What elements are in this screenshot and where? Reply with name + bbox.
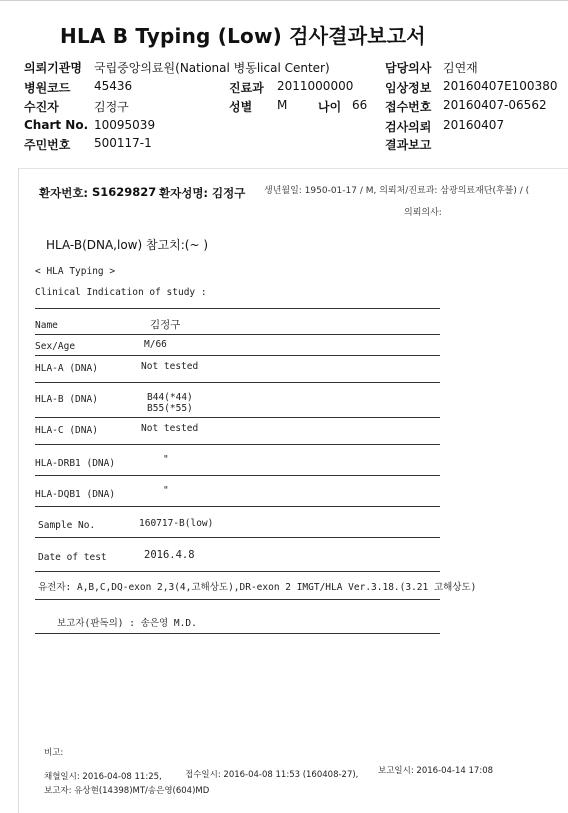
- divider: [35, 382, 440, 383]
- test-request-value: 20160407: [443, 118, 505, 132]
- row-value: ": [163, 454, 169, 465]
- row-label: Date of test: [38, 552, 107, 563]
- divider: [35, 355, 440, 356]
- divider: [35, 308, 440, 309]
- report-title: HLA B Typing (Low) 검사결과보고서: [60, 24, 426, 48]
- receipt-no-label: 접수번호: [385, 100, 432, 114]
- report-time: 보고일시: 2016-04-14 17:08: [378, 766, 494, 776]
- divider: [35, 599, 440, 600]
- hospital-name-value: 국립중앙의료원(National 병동lical Center): [94, 61, 330, 75]
- row-label: Name: [35, 320, 58, 331]
- divider: [35, 537, 440, 538]
- row-value: ": [163, 485, 169, 496]
- row-value: Not tested: [141, 361, 199, 372]
- sex-label: 성별: [229, 100, 253, 114]
- doctor-label: 담당의사: [385, 61, 432, 75]
- divider: [35, 475, 440, 476]
- row-value-2: B55(*55): [147, 403, 193, 414]
- divider: [35, 334, 440, 335]
- divider: [35, 571, 440, 572]
- row-label: HLA-A (DNA): [35, 363, 98, 374]
- birth-line: 생년월일: 1950-01-17 / M, 의뢰처/진료과: 삼광의료재단(후불) / (: [264, 186, 530, 196]
- divider: [35, 633, 440, 634]
- row-value: B44(*44): [147, 392, 193, 403]
- collect-time: 채혈일시: 2016-04-08 11:25,: [44, 772, 162, 782]
- clinical-info-value: 20160407E100380: [443, 79, 558, 93]
- doctor-value: 김연재: [443, 61, 478, 75]
- hospital-code-label: 병원코드: [24, 81, 71, 95]
- reporters: 보고자: 유상현(14398)MT/송은영(604)MD: [44, 786, 210, 796]
- clinical-info-label: 임상정보: [385, 81, 432, 95]
- reporter-line: 보고자(판독의) : 송은영 M.D.: [57, 618, 197, 629]
- divider: [35, 417, 440, 418]
- patient-label: 수진자: [24, 100, 59, 114]
- row-label: HLA-DRB1 (DNA): [35, 458, 116, 469]
- resident-no-label: 주민번호: [24, 138, 71, 152]
- test-title: HLA-B(DNA,low) 참고치:(~ ): [46, 238, 209, 252]
- row-value: M/66: [144, 339, 167, 350]
- row-value: 김정구: [150, 319, 181, 331]
- row-label: HLA-B (DNA): [35, 394, 98, 405]
- row-value: 2016.4.8: [144, 549, 195, 561]
- scanned-report: [18, 168, 568, 813]
- note-label: 비고:: [44, 748, 64, 758]
- hospital-name-label: 의뢰기관명: [24, 61, 82, 75]
- gene-line: 유전자: A,B,C,DQ-exon 2,3(4,고해상도),DR-exon 2 IMGT/HLA Ver.3.18.(3.21 고해상도): [38, 582, 477, 593]
- receipt-no-value: 20160407-06562: [443, 98, 547, 112]
- sex-value: M: [277, 98, 288, 112]
- section-label: < HLA Typing >: [35, 266, 116, 277]
- age-value: 66: [352, 98, 368, 112]
- clinical-indication: Clinical Indication of study :: [35, 287, 207, 298]
- patient-no-value: S1629827: [92, 185, 157, 199]
- divider: [35, 506, 440, 507]
- row-value: 160717-B(low): [139, 518, 214, 529]
- test-request-label: 검사의뢰: [385, 120, 432, 134]
- patient-name-label: 환자성명:: [159, 186, 209, 200]
- patient-value: 김정구: [94, 100, 129, 114]
- age-label: 나이: [318, 100, 342, 114]
- row-label: Sample No.: [38, 520, 96, 531]
- row-label: HLA-C (DNA): [35, 425, 98, 436]
- resident-no-value: 500117-1: [94, 136, 152, 150]
- doctor-line: 의뢰의사:: [404, 208, 442, 218]
- department-value: 2011000000: [277, 79, 354, 93]
- row-label: HLA-DQB1 (DNA): [35, 489, 116, 500]
- top-border: [0, 0, 568, 1]
- patient-name-value: 김정구: [212, 186, 246, 200]
- row-label: Sex/Age: [35, 341, 76, 352]
- patient-no-label: 환자번호:: [39, 186, 89, 200]
- department-label: 진료과: [229, 81, 264, 95]
- chart-no-value: 10095039: [94, 118, 156, 132]
- row-value: Not tested: [141, 423, 199, 434]
- receive-time: 접수일시: 2016-04-08 11:53 (160408-27),: [185, 770, 359, 780]
- divider: [35, 444, 440, 445]
- chart-no-label: Chart No.: [24, 118, 89, 132]
- result-report-label: 결과보고: [385, 138, 432, 152]
- hospital-code-value: 45436: [94, 79, 133, 93]
